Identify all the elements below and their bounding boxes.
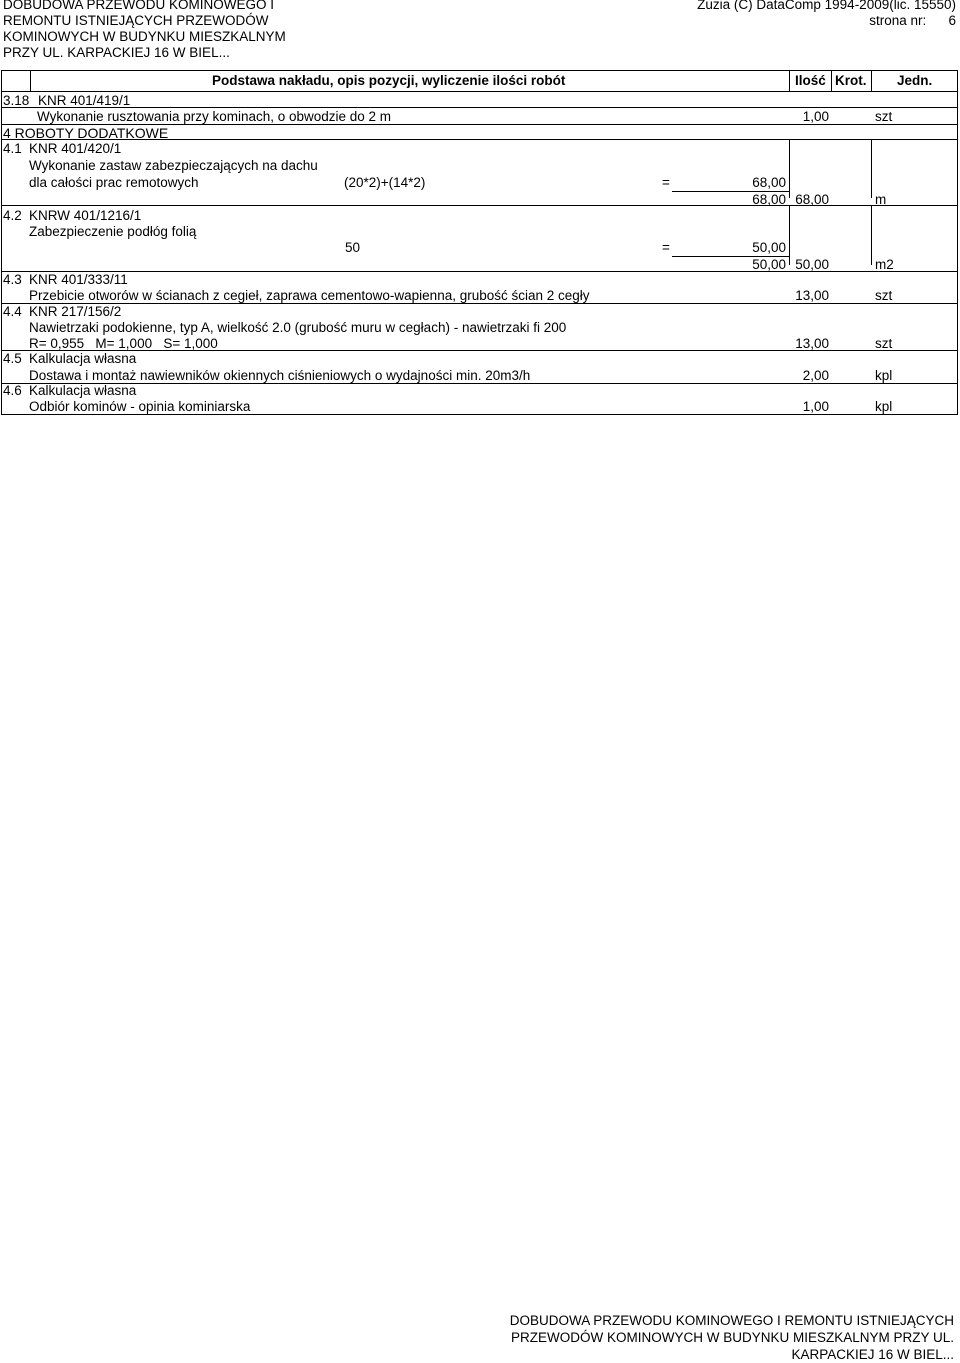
item-unit: szt (875, 336, 893, 351)
item-code: KNR 401/419/1 (38, 93, 131, 108)
page-number-row (697, 13, 956, 29)
calc-value: 68,00 (752, 175, 786, 190)
title-line: DOBUDOWA PRZEWODU KOMINOWEGO I (3, 0, 275, 12)
column-divider (871, 139, 872, 198)
item-unit: szt (875, 109, 893, 124)
page-footer (510, 1312, 954, 1363)
document-title (3, 0, 286, 61)
column-header-description: Podstawa nakładu, opis pozycji, wyliczenie ilości robót (212, 73, 566, 88)
page-number: 6 (948, 13, 956, 28)
item-code: KNRW 401/1216/1 (29, 208, 142, 223)
item-unit: m2 (875, 257, 894, 272)
item-description: Dostawa i montaż nawiewników okiennych ciśnieniowych o wydajności min. 20m3/h (29, 368, 531, 383)
item-quantity: 1,00 (802, 109, 829, 124)
title-line: PRZY UL. KARPACKIEJ 16 W BIEL... (3, 45, 230, 60)
column-divider (871, 205, 872, 265)
header-divider (1, 91, 958, 92)
item-factors: R= 0,955 M= 1,000 S= 1,000 (29, 336, 218, 351)
item-quantity: 13,00 (795, 288, 829, 303)
footer-line: DOBUDOWA PRZEWODU KOMINOWEGO I REMONTU ISTNIEJĄCYCH (509, 1313, 954, 1328)
item-number: 3.18 (3, 93, 30, 108)
column-divider (789, 139, 790, 198)
column-header-quantity: Ilość (795, 73, 826, 88)
item-unit: m (875, 192, 887, 207)
row-divider (1, 107, 958, 108)
column-divider (789, 205, 790, 265)
item-description: Wykonanie zastaw zabezpieczających na dachu (29, 158, 318, 173)
item-quantity: 1,00 (802, 399, 829, 414)
program-label: Zuzia (C) DataComp 1994-2009(lic. 15550) (697, 0, 956, 12)
item-number: 4.4 (3, 304, 22, 319)
calc-equals: = (662, 175, 670, 190)
item-code: Kalkulacja własna (29, 351, 137, 366)
item-quantity: 68,00 (795, 192, 829, 207)
item-number: 4.6 (3, 383, 22, 398)
page-label: strona nr: (869, 13, 927, 28)
title-line: REMONTU ISTNIEJĄCYCH PRZEWODÓW (3, 13, 269, 28)
item-quantity: 2,00 (802, 368, 829, 383)
calc-subtotal: 68,00 (752, 192, 786, 207)
item-quantity: 13,00 (795, 336, 829, 351)
item-number: 4.1 (3, 141, 22, 156)
column-divider (789, 70, 790, 91)
title-line: KOMINOWYCH W BUDYNKU MIESZKALNYM (3, 29, 286, 44)
column-divider (831, 70, 832, 91)
calc-formula: (20*2)+(14*2) (344, 175, 426, 190)
item-description: Wykonanie rusztowania przy kominach, o obwodzie do 2 m (37, 109, 392, 124)
item-code: KNR 401/420/1 (29, 141, 122, 156)
footer-line: PRZEWODÓW KOMINOWYCH W BUDYNKU MIESZKALNYM PRZY UL. (510, 1330, 954, 1345)
item-code: KNR 217/156/2 (29, 304, 122, 319)
item-number: 4.2 (3, 208, 22, 223)
item-description: dla całości prac remotowych (29, 175, 199, 190)
footer-line: KARPACKIEJ 16 W BIEL... (791, 1347, 954, 1362)
item-unit: kpl (875, 399, 893, 414)
item-quantity: 50,00 (795, 257, 829, 272)
item-description: Przebicie otworów w ścianach z cegieł, zaprawa cementowo-wapienna, grubość ścian 2 cegły (29, 288, 590, 303)
item-unit: szt (875, 288, 893, 303)
item-number: 4.5 (3, 351, 22, 366)
header-info (697, 0, 956, 29)
column-header-unit: Jedn. (897, 73, 933, 88)
calc-equals: = (662, 240, 670, 255)
item-unit: kpl (875, 368, 893, 383)
calc-value: 50,00 (752, 240, 786, 255)
item-number: 4.3 (3, 272, 22, 287)
column-divider (30, 70, 31, 91)
item-code: KNR 401/333/11 (29, 272, 128, 287)
item-description: Odbiór kominów - opinia kominiarska (29, 399, 251, 414)
calc-formula: 50 (345, 240, 361, 255)
column-divider (871, 70, 872, 91)
calc-subtotal: 50,00 (752, 257, 786, 272)
item-description: Nawietrzaki podokienne, typ A, wielkość 2.0 (grubość muru w cegłach) - nawietrzaki fi 200 (29, 320, 567, 335)
section-title: 4 ROBOTY DODATKOWE (3, 125, 169, 141)
column-header-multiplier: Krot. (835, 73, 867, 88)
item-description: Zabezpieczenie podłóg folią (29, 224, 197, 239)
item-code: Kalkulacja własna (29, 383, 137, 398)
